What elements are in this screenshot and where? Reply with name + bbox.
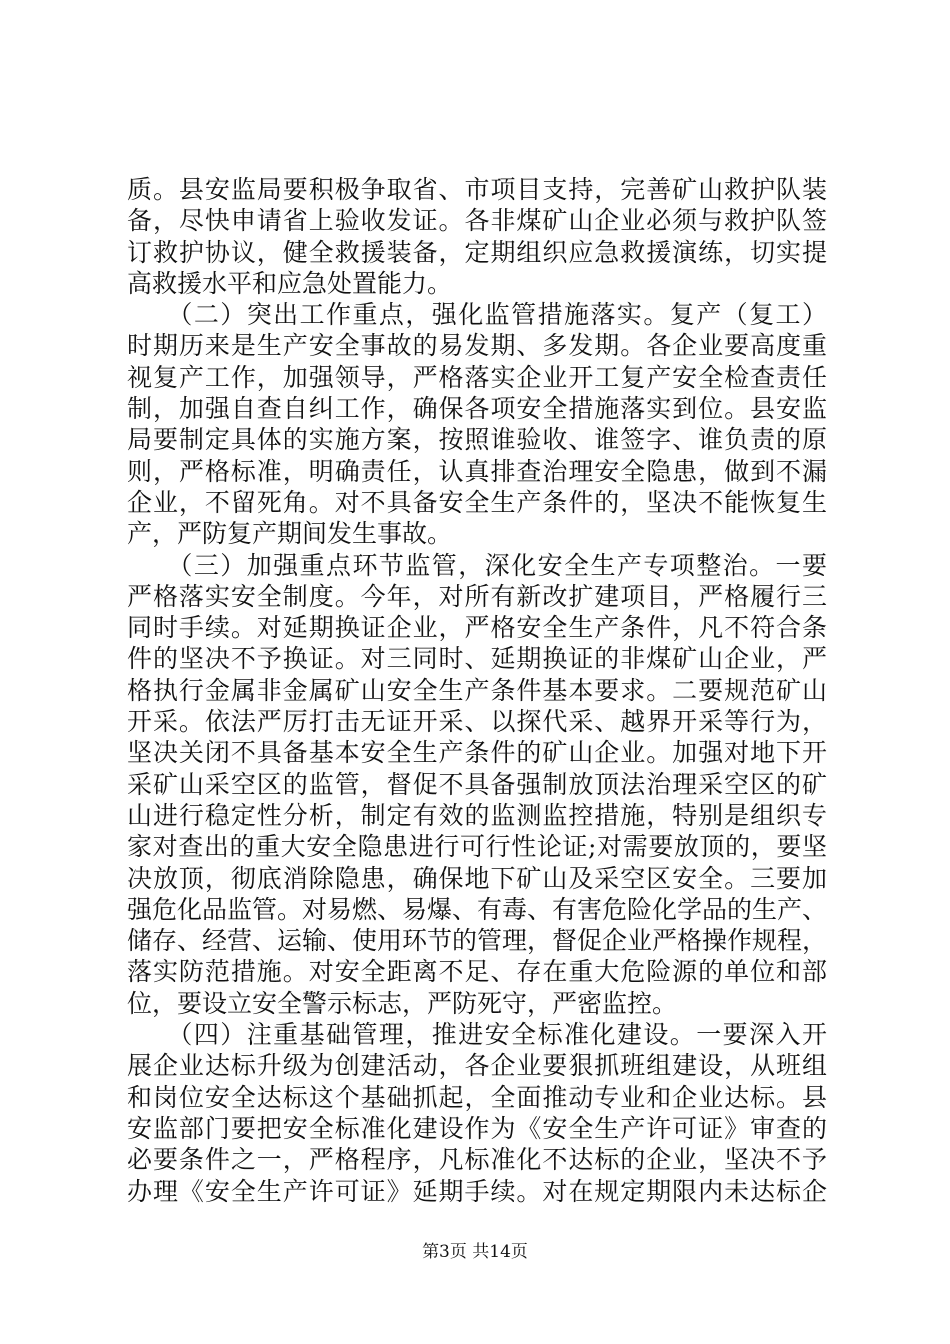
text-line: 强危化品监管。对易燃、易爆、有毒、有害危险化学品的生产、 [127,894,828,924]
text-line: 局要制定具体的实施方案，按照谁验收、谁签字、谁负责的原 [127,425,827,455]
text-line: 安监部门要把安全标准化建设作为《安全生产许可证》审查的 [127,1113,827,1143]
text-line: 储存、经营、运输、使用环节的管理，督促企业严格操作规程， [127,926,828,956]
text-line: 山进行稳定性分析，制定有效的监测监控措施，特别是组织专 [127,800,827,830]
text-line: 高救援水平和应急处置能力。 [127,268,453,298]
text-line: 质。县安监局要积极争取省、市项目支持，完善矿山救护队装 [127,175,827,204]
text-line: 格执行金属非金属矿山安全生产条件基本要求。二要规范矿山 [127,675,827,705]
text-line: 同时手续。对延期换证企业，严格安全生产条件，凡不符合条 [127,613,827,643]
text-line: 产，严防复产期间发生事故。 [127,519,453,549]
text-line: 严格落实安全制度。今年，对所有新改扩建项目，严格履行三 [127,581,827,611]
text-line: 企业，不留死角。对不具备安全生产条件的，坚决不能恢复生 [127,487,827,517]
text-line: 采矿山采空区的监管，督促不具备强制放顶法治理采空区的矿 [127,769,827,799]
text-line: 落实防范措施。对安全距离不足、存在重大危险源的单位和部 [127,957,827,987]
text-line: 备，尽快申请省上验收发证。各非煤矿山企业必须与救护队签 [127,206,827,236]
text-line: 坚决关闭不具备基本安全生产条件的矿山企业。加强对地下开 [127,738,827,768]
text-line: 开采。依法严厉打击无证开采、以探代采、越界开采等行为， [127,707,827,737]
text-line: 订救护协议，健全救援装备，定期组织应急救援演练，切实提 [127,237,827,267]
text-line: （三）加强重点环节监管，深化安全生产专项整治。一要 [127,550,827,580]
text-line: 必要条件之一，严格程序，凡标准化不达标的企业，坚决不予 [127,1145,827,1175]
text-line: 视复产工作，加强领导，严格落实企业开工复产安全检查责任 [127,362,827,392]
text-line: 家对查出的重大安全隐患进行可行性论证;对需要放顶的，要坚 [127,832,827,862]
body-text [127,174,827,1207]
text-line: 决放顶，彻底消除隐患，确保地下矿山及采空区安全。三要加 [127,863,827,893]
page-footer: 第3页 共14页 [422,1242,528,1262]
text-line: 制，加强自查自纠工作，确保各项安全措施落实到位。县安监 [127,394,827,424]
text-line: 位，要设立安全警示标志，严防死守，严密监控。 [127,988,678,1018]
text-line: 办理《安全生产许可证》延期手续。对在规定期限内未达标企 [127,1176,827,1206]
text-line: 展企业达标升级为创建活动，各企业要狠抓班组建设，从班组 [127,1051,827,1081]
text-line: 则，严格标准，明确责任，认真排查治理安全隐患，做到不漏 [127,456,827,486]
text-line: 时期历来是生产安全事故的易发期、多发期。各企业要高度重 [127,331,827,361]
text-line: 和岗位安全达标这个基础抓起，全面推动专业和企业达标。县 [127,1082,827,1112]
text-line: （二）突出工作重点，强化监管措施落实。复产（复工） [127,300,827,330]
text-line: （四）注重基础管理，推进安全标准化建设。一要深入开 [127,1020,827,1050]
text-line: 件的坚决不予换证。对三同时、延期换证的非煤矿山企业，严 [127,644,827,674]
